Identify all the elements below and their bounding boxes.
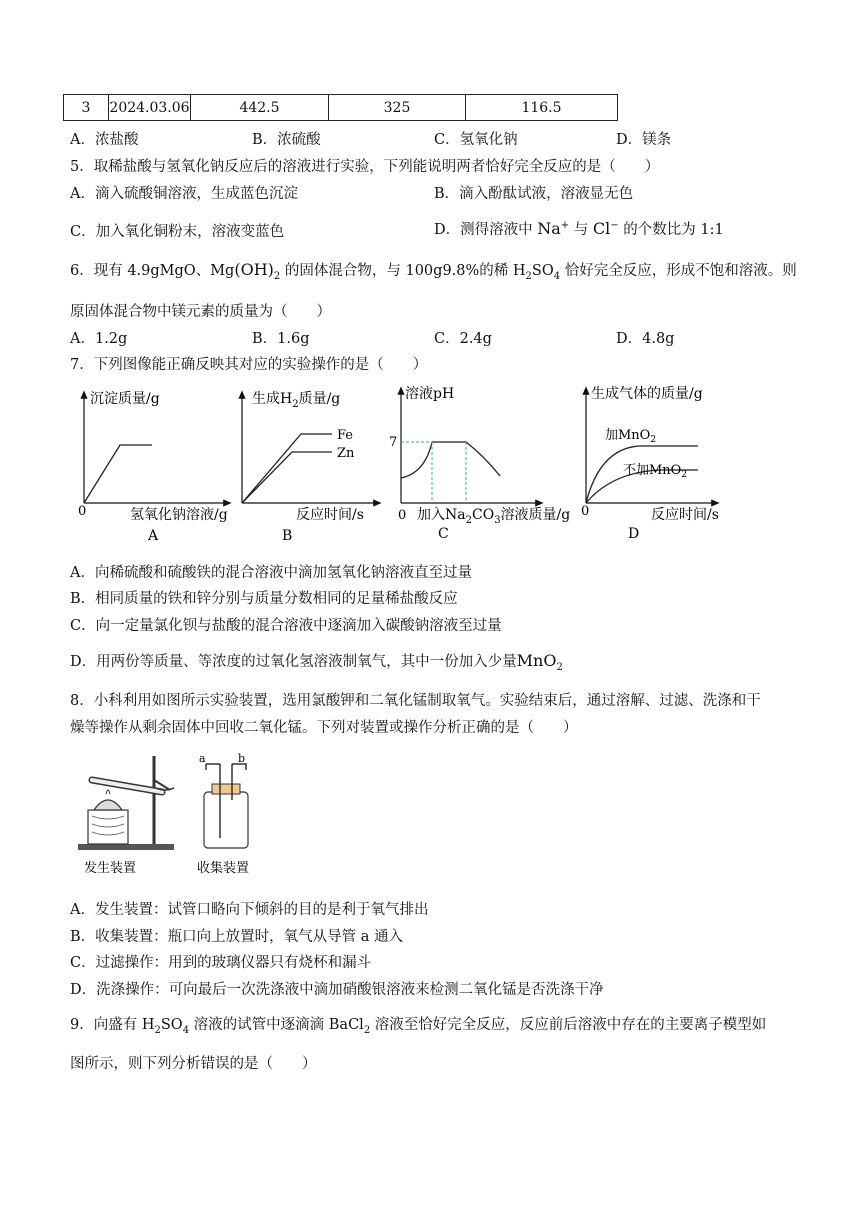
mno2-formula: MnO <box>516 651 557 670</box>
q7-option-b: B．相同质量的铁和锌分别与质量分数相同的足量稀盐酸反应 <box>70 591 458 607</box>
tube-a-label: a <box>199 752 206 765</box>
chart-a-curve <box>84 445 152 503</box>
chart-b <box>242 390 378 544</box>
chart-c-origin: 0 <box>398 508 407 523</box>
chart-d-series-mno2: 加MnO$_2$ <box>605 428 657 445</box>
chart-d-ylabel: 生成气体的质量/g <box>591 386 703 402</box>
q8-line2: 燥等操作从剩余固体中回收二氧化锰。下列对装置或操作分析正确的是（ ） <box>70 720 578 736</box>
table-cell: 116.5 <box>466 95 618 121</box>
table-row <box>64 95 618 121</box>
chart-a-ylabel: 沉淀质量/g <box>90 391 160 407</box>
q6-text: 恰好完全反应，形成不饱和溶液。则 <box>564 263 797 279</box>
q9-line1: 9．向盛有 $H_2SO_4$ 溶液的试管中逐滴滴 BaCl$_2$ 溶液至恰好完全反应，反应前后溶液中存在的主要离子模型如 <box>70 1017 767 1036</box>
table-cell: 2024.03.06 <box>109 95 191 121</box>
chart-a <box>78 391 228 544</box>
chart-a-origin: 0 <box>78 504 87 519</box>
chart-d-origin: 0 <box>581 504 590 519</box>
q6-text: 6．现有 4.9gMgO、Mg <box>70 263 235 279</box>
table-cell: 442.5 <box>191 95 329 121</box>
table-cell: 325 <box>329 95 466 121</box>
chart-d-xlabel: 反应时间/s <box>651 507 719 523</box>
q5-option-c: C．加入氧化铜粉末，溶液变蓝色 <box>70 224 285 240</box>
q8-line1: 8．小科利用如图所示实验装置，选用氯酸钾和二氧化锰制取氧气。实验结束后，通过溶解、过滤、洗涤和干 <box>70 693 761 709</box>
q8-option-a: A．发生装置：试管口略向下倾斜的目的是利于氧气排出 <box>70 902 429 918</box>
q9-text: 9．向盛有 H <box>70 1017 155 1033</box>
q7-option-c: C．向一定量氯化钡与盐酸的混合溶液中逐滴加入碳酸钠溶液至过量 <box>70 618 502 634</box>
chart-b-fe-line <box>242 434 332 503</box>
fig-label-collector: 收集装置 <box>197 861 250 876</box>
collection-bottle <box>204 792 248 848</box>
chart-d <box>581 385 719 542</box>
q5-stem: 5．取稀盐酸与氢氧化钠反应后的溶液进行实验，下列能说明两者恰好完全反应的是（ ） <box>70 159 660 175</box>
q9-text: 溶液的试管中逐滴滴 BaCl <box>193 1017 364 1033</box>
q9-line2: 图所示，则下列分析错误的是（ ） <box>70 1056 317 1072</box>
chart-c-ylabel: 溶液pH <box>405 386 455 402</box>
q7-stem: 7．下列图像能正确反映其对应的实验操作的是（ ） <box>70 357 428 373</box>
chart-d-letter: D <box>628 526 640 542</box>
chart-b-ylabel: 生成$H_2$质量/g <box>252 391 341 410</box>
q4-option-c: C．氢氧化钠 <box>434 132 518 148</box>
q5-d-mid: 与 <box>573 222 589 238</box>
stand-base <box>78 844 174 850</box>
chart-c-curve <box>401 442 500 478</box>
q6-option-d: D．4.8g <box>616 331 675 347</box>
q4-option-b: B．浓硫酸 <box>252 132 321 148</box>
q8-option-c: C．过滤操作：用到的玻璃仪器只有烧杯和漏斗 <box>70 955 372 971</box>
chart-c-tick-7: 7 <box>389 435 398 450</box>
q5-option-a: A．滴入硫酸铜溶液，生成蓝色沉淀 <box>70 186 298 202</box>
q7-option-d: D．用两份等质量、等浓度的过氧化氢溶液制氧气，其中一份加入少量MnO$_2$ <box>70 651 563 673</box>
q5-option-d: D．测得溶液中 Na+ 与 Cl− 的个数比为 1:1 <box>434 219 724 238</box>
chart-b-zn-line <box>242 452 332 503</box>
tube-b-label: b <box>238 752 246 765</box>
chart-b-xlabel: 反应时间/s <box>296 507 364 523</box>
q8-option-d: D．洗涤操作：可向最后一次洗涤液中滴加硝酸银溶液来检测二氧化锰是否洗涤干净 <box>70 982 604 998</box>
chart-c-xlabel: 加入$Na_2CO_3$溶液质量/g <box>417 507 571 526</box>
q4-option-d: D．镁条 <box>616 132 672 148</box>
chart-c <box>389 385 570 542</box>
q5-d-suffix: 的个数比为 1:1 <box>623 222 724 238</box>
chloride-ion: Cl <box>592 219 611 238</box>
sodium-ion: Na <box>537 219 561 238</box>
q4-option-a: A．浓盐酸 <box>70 132 139 148</box>
q6-line2: 原固体混合物中镁元素的质量为（ ） <box>70 304 331 320</box>
bottle-stopper <box>212 784 240 794</box>
chart-b-letter: B <box>282 528 293 544</box>
alcohol-lamp <box>94 800 122 810</box>
q5-d-prefix: D．测得溶液中 <box>434 222 533 238</box>
q6-line1: 6．现有 4.9gMgO、$Mg(OH)_2$ 的固体混合物，与 100g9.8%的稀 $H_2SO_4$ 恰好完全反应，形成不饱和溶液。则 <box>70 260 797 282</box>
table-cell: 3 <box>64 95 109 121</box>
q7-charts <box>0 378 860 548</box>
q6-option-b: B．1.6g <box>252 331 310 347</box>
q5-option-b: B．滴入酚酞试液，溶液显无色 <box>434 186 634 202</box>
chart-a-letter: A <box>148 528 159 544</box>
apparatus-figure <box>70 750 270 885</box>
q9-text: 溶液至恰好完全反应，反应前后溶液中存在的主要离子模型如 <box>374 1017 767 1033</box>
chart-b-series-fe: Fe <box>337 428 354 443</box>
q8-option-b: B．收集装置：瓶口向上放置时，氧气从导管 a 通入 <box>70 929 404 945</box>
sulfate-formula: SO <box>160 1017 183 1033</box>
fig-label-generator: 发生装置 <box>84 861 137 876</box>
chart-a-xlabel: 氢氧化钠溶液/g <box>130 507 228 523</box>
q6-option-c: C．2.4g <box>434 331 492 347</box>
q7-option-a: A．向稀硫酸和硫酸铁的混合溶液中滴加氢氧化钠溶液直至过量 <box>70 565 472 581</box>
data-table <box>63 94 618 121</box>
chart-d-series-no-mno2: 不加MnO$_2$ <box>623 463 688 480</box>
chart-c-letter: C <box>438 526 449 542</box>
q7-d-text: D．用两份等质量、等浓度的过氧化氢溶液制氧气，其中一份加入少量 <box>70 654 517 670</box>
q6-option-a: A．1.2g <box>70 331 128 347</box>
chart-b-series-zn: Zn <box>337 446 355 461</box>
sulfate-formula: SO <box>531 263 554 279</box>
hydroxide-formula: (OH) <box>234 260 274 279</box>
q6-text: 的固体混合物，与 100g9.8%的稀 H <box>284 263 526 279</box>
